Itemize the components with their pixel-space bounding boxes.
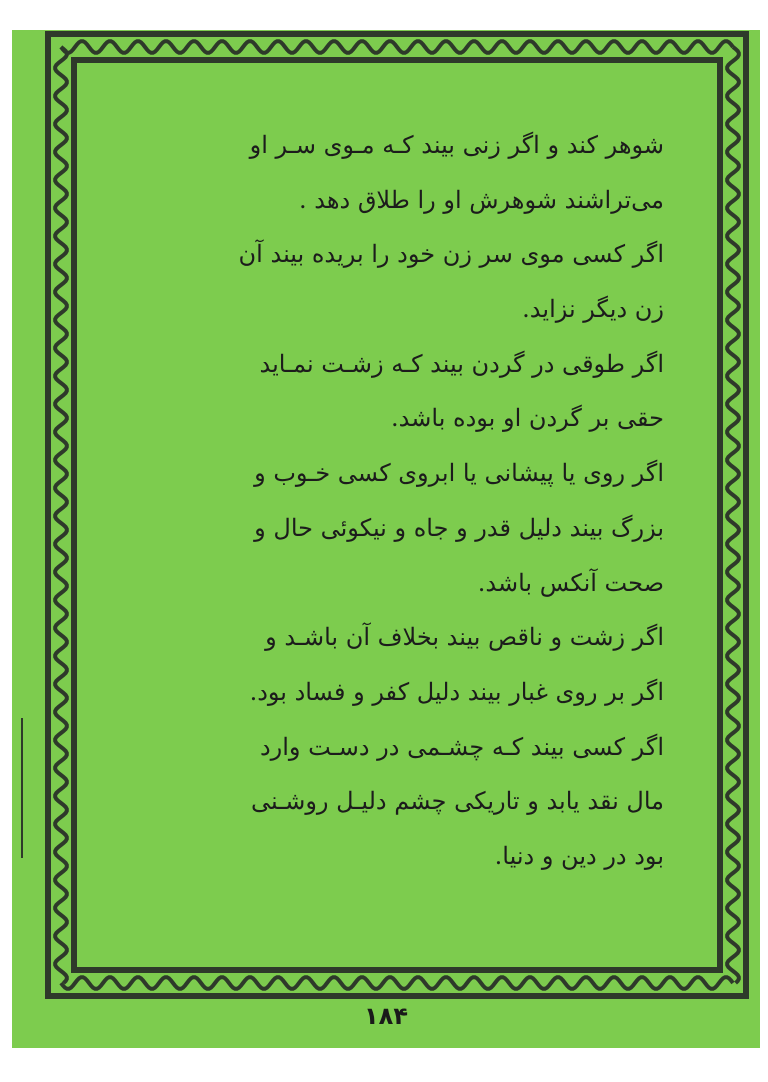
text-line: شوهر کند و اگر زنی بیند کـه مـوی سـر او [249, 131, 664, 159]
book-page [12, 30, 760, 1048]
text-line: مال نقد یابد و تاریکی چشم دلیـل روشـنی [250, 787, 664, 816]
text-line: اگر کسی موی سر زن خود را بریده بیند آن [238, 240, 664, 269]
text-line: بزرگ بیند دلیل قدر و جاه و نیکوئی حال و [254, 513, 664, 542]
text-line: می‌تراشند شوهرش او را طلاق دهد . [298, 185, 664, 214]
page-number: ۱۸۴ [364, 1002, 408, 1030]
body-text [180, 118, 664, 884]
text-line: زن دیگر نزاید. [522, 295, 664, 324]
wave-line [61, 41, 733, 53]
wave-line [61, 977, 733, 989]
text-line: اگر زشت و ناقص بیند بخلاف آن باشـد و [265, 623, 664, 652]
text-line: بود در دین و دنیا. [494, 841, 664, 870]
wave-line [55, 47, 67, 983]
text-line: اگر کسی بیند کـه چشـمی در دسـت وارد [259, 732, 664, 761]
text-line: اگر طوقی در گردن بیند کـه زشـت نمـاید [259, 349, 664, 378]
wave-line [727, 47, 739, 983]
text-line: حقی بر گردن او بوده باشد. [391, 404, 664, 433]
text-line: اگر بر روی غبار بیند دلیل کفر و فساد بود. [249, 677, 664, 706]
text-line: صحت آنکس باشد. [477, 568, 664, 597]
text-line: اگر روی یا پیشانی یا ابروی کسی خـوب و [254, 459, 664, 488]
margin-mark [21, 718, 23, 858]
